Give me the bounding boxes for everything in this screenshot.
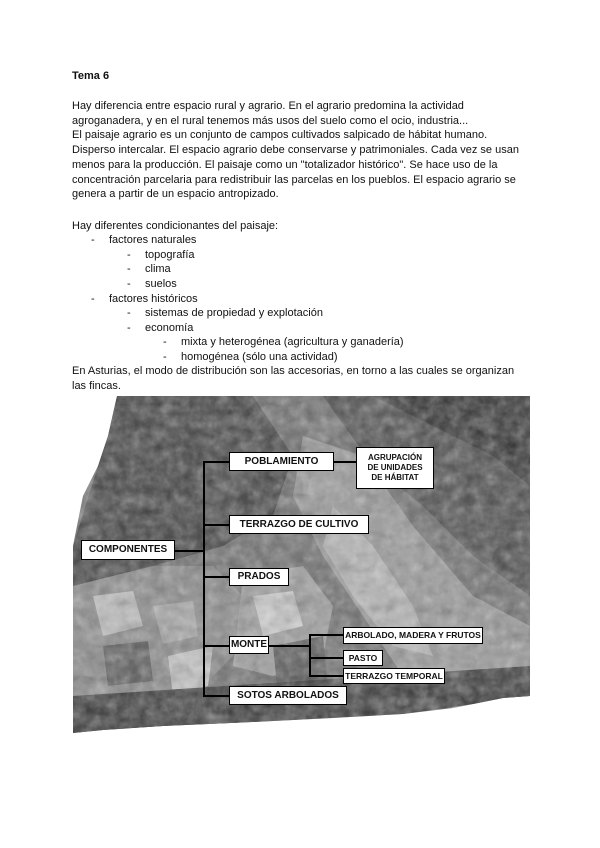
list-item-clima: clima	[145, 263, 171, 275]
label-monte: MONTE	[229, 636, 269, 654]
label-line: DE UNIDADES	[367, 463, 423, 472]
text-line: El paisaje agrario es un conjunto de campos cultivados salpicado de hábitat humano.	[72, 129, 488, 142]
label-arbolado-madera-frutos: ARBOLADO, MADERA Y FRUTOS	[343, 627, 483, 644]
bullet-dash: -	[163, 351, 167, 363]
connector-terrazgo-temporal	[309, 675, 343, 677]
list-item-economia: economía	[145, 322, 194, 334]
document-title: Tema 6	[72, 70, 110, 82]
label-line: DE HÁBITAT	[371, 473, 419, 482]
connector-componentes	[175, 550, 203, 552]
label-terrazgo-temporal: TERRAZGO TEMPORAL	[343, 668, 445, 684]
list-item-sistemas: sistemas de propiedad y explotación	[145, 307, 323, 319]
connector-pasto	[309, 657, 343, 659]
label-prados: PRADOS	[229, 568, 289, 586]
bullet-dash: -	[91, 293, 95, 305]
bullet-dash: -	[127, 307, 131, 319]
bullet-dash: -	[91, 234, 95, 246]
label-line: AGRUPACIÓN	[367, 453, 423, 462]
label-sotos-arbolados: SOTOS ARBOLADOS	[229, 686, 347, 705]
connector-monte-vertical	[309, 634, 311, 676]
bullet-dash: -	[127, 322, 131, 334]
label-agrupacion-unidades-habitat	[356, 447, 434, 489]
label-poblamiento: POBLAMIENTO	[229, 452, 334, 471]
text-line: las fincas.	[72, 379, 121, 392]
bullet-dash: -	[127, 263, 131, 275]
list-item-mixta: mixta y heterogénea (agricultura y ganadería)	[181, 336, 404, 348]
connector-monte	[203, 645, 229, 647]
connector-prados	[203, 576, 229, 578]
bullet-dash: -	[127, 278, 131, 290]
intro-paragraph	[72, 99, 542, 202]
list-item-suelos: suelos	[145, 278, 177, 290]
connector-poblamiento	[203, 461, 229, 463]
text-line: En Asturias, el modo de distribución son las accesorias, en torno a las cuales se organizan	[72, 365, 515, 377]
connector-sotos	[203, 695, 229, 697]
landscape-aerial-photo	[73, 396, 530, 733]
label-pasto: PASTO	[343, 650, 383, 666]
list-item-factores-naturales: factores naturales	[109, 234, 197, 246]
text-line: menos para la producción. El paisaje como un "totalizador histórico". Se hace uso de la	[72, 158, 498, 171]
text-line: Hay diferencia entre espacio rural y agrario. En el agrario predomina la actividad	[72, 100, 464, 112]
list-item-topografia: topografía	[145, 249, 195, 261]
bullet-dash: -	[163, 336, 167, 348]
connector-arbolado	[309, 634, 343, 636]
text-line: genera a partir de un espacio antropizado.	[72, 188, 279, 201]
connector-agrupacion	[334, 461, 356, 463]
connector-monte-sub	[269, 645, 309, 647]
connector-terrazgo	[203, 524, 229, 526]
bullet-dash: -	[127, 249, 131, 261]
label-componentes: COMPONENTES	[81, 540, 175, 560]
text-line: concentración parcelaria para redistribuir las parcelas en los pueblos. El espacio agrario se	[72, 173, 516, 186]
asturias-paragraph	[72, 364, 542, 393]
list-item-factores-historicos: factores históricos	[109, 293, 198, 305]
connector-vertical	[203, 461, 205, 697]
conditions-intro: Hay diferentes condicionantes del paisaje:	[72, 220, 279, 232]
list-item-homogenea: homogénea (sólo una actividad)	[181, 351, 338, 363]
aerial-landscape-image	[73, 396, 530, 733]
text-line: agroganadera, y en el rural tenemos más usos del suelo como el ocio, industria...	[72, 114, 469, 127]
text-line: Disperso intercalar. El espacio agrario debe conservarse y patrimoniales. Cada vez se usan	[72, 144, 519, 157]
label-terrazgo-de-cultivo: TERRAZGO DE CULTIVO	[229, 515, 369, 534]
